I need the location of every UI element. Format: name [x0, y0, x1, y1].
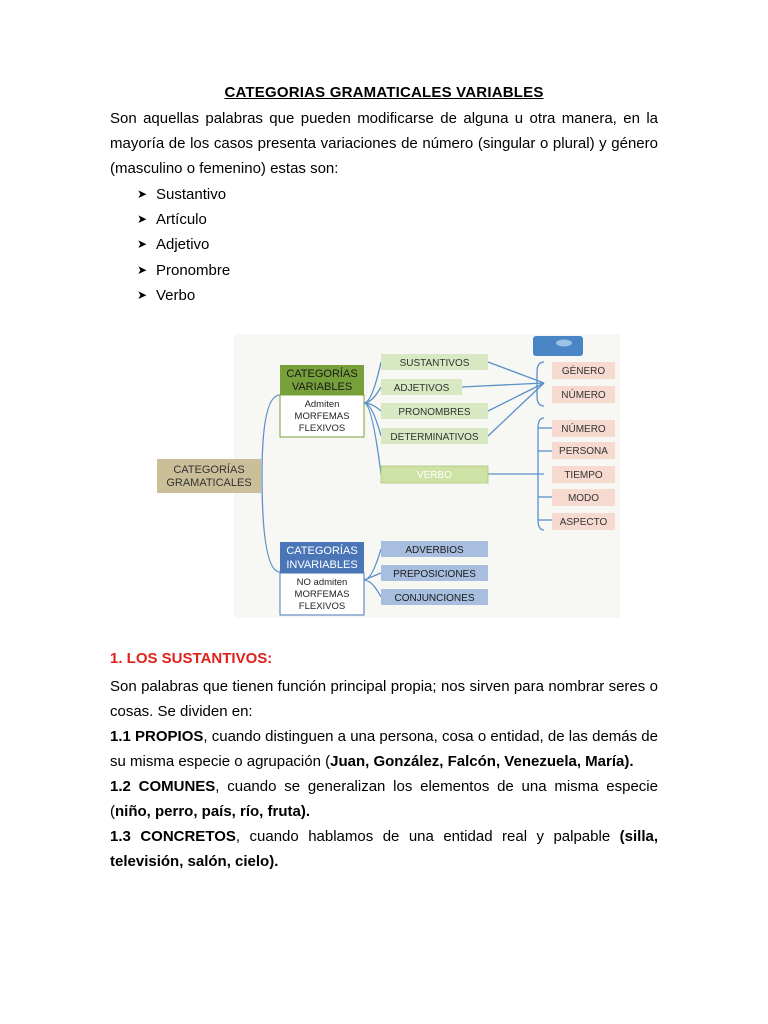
svg-text:DETERMINATIVOS: DETERMINATIVOS: [390, 432, 479, 443]
svg-text:PERSONA: PERSONA: [559, 446, 608, 457]
variable-item: [381, 403, 488, 419]
svg-text:SUSTANTIVOS: SUSTANTIVOS: [399, 358, 470, 369]
svg-text:MORFEMAS: MORFEMAS: [294, 411, 350, 422]
arrow-bullet-icon: ➤: [137, 237, 148, 252]
svg-text:ADVERBIOS: ADVERBIOS: [405, 545, 464, 556]
svg-text:GÉNERO: GÉNERO: [561, 366, 606, 377]
list-item: ➤ Artículo: [137, 207, 230, 232]
list-item: ➤ Pronombre: [137, 258, 230, 283]
noun-type-item: 1.2 COMUNES, cuando se generalizan los elementos de una misma especie (niño, perro, país, río, fruta).: [110, 778, 658, 820]
svg-text:TIEMPO: TIEMPO: [564, 470, 603, 481]
svg-text:NO admiten: NO admiten: [296, 577, 348, 588]
variables-node: [280, 365, 364, 437]
section-intro: Son palabras que tienen función principal propia; nos sirven para nombrar seres o cosas. Se dividen en:: [110, 678, 658, 720]
variable-item: [381, 354, 488, 370]
svg-text:PRONOMBRES: PRONOMBRES: [398, 407, 471, 418]
section-heading: 1. LOS SUSTANTIVOS:: [110, 650, 273, 667]
svg-text:CATEGORÍAS: CATEGORÍAS: [286, 368, 358, 380]
verb-feature: [552, 513, 615, 530]
svg-text:MORFEMAS: MORFEMAS: [294, 589, 350, 600]
list-item: ➤ Sustantivo: [137, 182, 230, 207]
arrow-bullet-icon: ➤: [137, 287, 148, 302]
invariable-item: [381, 541, 488, 557]
arrow-bullet-icon: ➤: [137, 187, 148, 202]
verb-feature: [552, 466, 615, 483]
verb-item: [381, 466, 488, 483]
svg-text:FLEXIVOS: FLEXIVOS: [298, 601, 346, 612]
noun-type-item: 1.3 CONCRETOS, cuando hablamos de una entidad real y palpable (silla, televisión, salón, cielo).: [110, 828, 658, 870]
noun-type-item: 1.1 PROPIOS, cuando distinguen a una persona, cosa o entidad, de las demás de su misma especie o agrupación (Juan, González, Falcón, Venezuela, María).: [110, 728, 658, 770]
svg-text:VARIABLES: VARIABLES: [291, 381, 353, 393]
root-node: [157, 459, 261, 493]
noun-feature: [552, 362, 615, 379]
invariable-item: [381, 589, 488, 605]
list-item: ➤ Verbo: [137, 283, 230, 308]
arrow-bullet-icon: ➤: [137, 212, 148, 227]
page-title: CATEGORIAS GRAMATICALES VARIABLES: [224, 84, 544, 101]
svg-text:ASPECTO: ASPECTO: [559, 517, 608, 528]
variable-item: [381, 428, 488, 444]
arrow-bullet-icon: ➤: [137, 262, 148, 277]
svg-text:NÚMERO: NÚMERO: [561, 390, 606, 401]
svg-text:CONJUNCIONES: CONJUNCIONES: [394, 593, 475, 604]
svg-text:MODO: MODO: [567, 493, 600, 504]
svg-text:Admiten: Admiten: [304, 399, 340, 410]
svg-text:PREPOSICIONES: PREPOSICIONES: [393, 569, 476, 580]
svg-text:INVARIABLES: INVARIABLES: [286, 559, 358, 571]
invariables-node: [280, 542, 364, 615]
svg-text:NÚMERO: NÚMERO: [561, 424, 606, 435]
noun-feature: [552, 386, 615, 403]
variable-item: [381, 379, 462, 395]
svg-text:VERBO: VERBO: [416, 470, 453, 481]
invariable-item: [381, 565, 488, 581]
verb-feature: [552, 489, 615, 506]
verb-feature: [552, 442, 615, 459]
category-list: [137, 182, 230, 308]
grammatical-categories-diagram: [166, 334, 620, 618]
decorative-tag-icon: [533, 336, 583, 356]
svg-text:ADJETIVOS: ADJETIVOS: [393, 383, 450, 394]
svg-text:FLEXIVOS: FLEXIVOS: [298, 423, 346, 434]
list-item: ➤ Adjetivo: [137, 232, 230, 257]
intro-paragraph: Son aquellas palabras que pueden modificarse de alguna u otra manera, en la mayoría de los casos presenta variaciones de número (singular o plural) y género (masculino o femenino) estas son:: [110, 110, 658, 177]
svg-text:CATEGORÍAS: CATEGORÍAS: [173, 464, 245, 476]
verb-feature: [552, 420, 615, 437]
section-body: [110, 674, 658, 874]
svg-text:GRAMATICALES: GRAMATICALES: [166, 477, 252, 489]
svg-text:CATEGORÍAS: CATEGORÍAS: [286, 545, 358, 557]
